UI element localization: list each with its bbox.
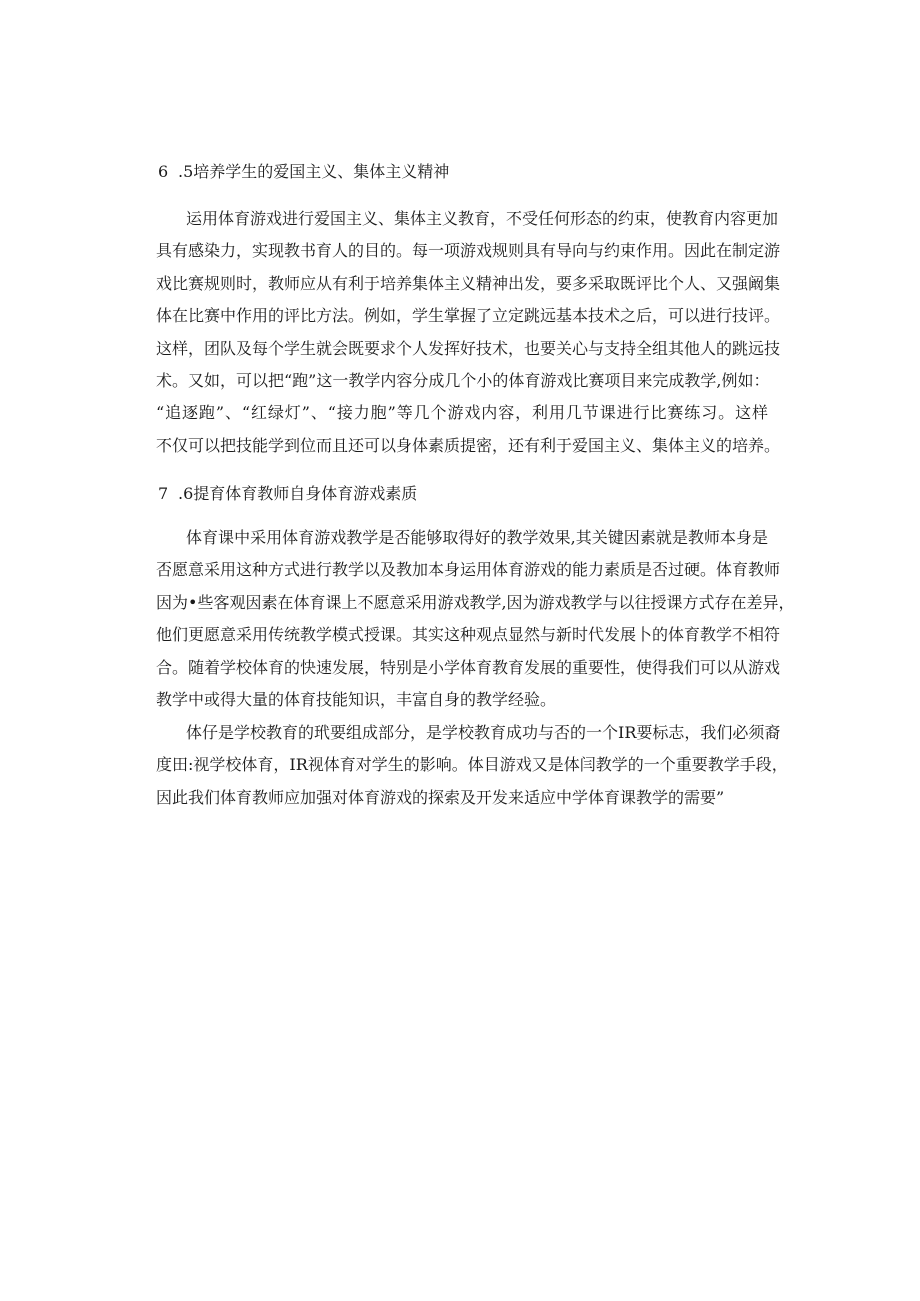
paragraph-line: 具有感染力，实现教书育人的目的。每一项游戏规则具有导向与约束作用。因此在制定游	[156, 241, 781, 261]
paragraph-line: 否愿意采用这种方式进行教学以及教加本身运用体育游戏的能力素质是否过硬。体育教师	[156, 560, 781, 580]
paragraph-line: 合。随着学校体育的快速发展，特别是小学体育教育发展的重要性，使得我们可以从游戏	[156, 657, 781, 677]
section-number: 7	[158, 484, 169, 503]
paragraph-line: 体仔是学校教育的玳要组成部分，是学校教育成功与否的一个IR要标志，我们必须裔	[186, 723, 781, 742]
paragraph-line: 运用体育游戏进行爱国主义、集体主义教育，不受任何形态的约束，使教育内容更加	[186, 209, 779, 228]
paragraph-line: 他们更愿意采用传统教学模式授课。其实这种观点显然与新时代发展卜的体育教学不相符	[156, 625, 781, 645]
paragraph-line: “追逐跑”、“红绿灯”、“接力胞”等几个游戏内容，利用几节课进行比赛练习。这样	[156, 403, 768, 423]
paragraph-line: 因此我们体育教师应加强对体育游戏的探索及开发来适应中学体育课教学的需要”	[156, 787, 725, 807]
section-heading-7-6	[158, 482, 417, 506]
paragraph-line: 戏比赛规则时，教师应从有利于培养集体主义精神出发，要多采取既评比个人、又强阚集	[156, 273, 781, 293]
section-7-6-paragraph-2	[156, 717, 788, 814]
paragraph-line: 体在比赛中作用的评比方法。例如，学生掌握了立定跳远基本技术之后，可以进行技评。	[156, 306, 781, 326]
section-7-6-paragraph-1	[156, 522, 795, 716]
paragraph-line: 体育课中采用体育游戏教学是否能够取得好的教学效果,其关键因素就是教师本身是	[186, 528, 768, 547]
paragraph-line: 因为•些客观因素在体育课上不愿意采用游戏教学,因为游戏教学与以往授课方式存在差异，	[156, 592, 795, 612]
section-title: .5培养学生的爱国主义、集体主义精神	[178, 162, 450, 181]
section-title: .6提育体育教师自身体育游戏素质	[178, 484, 418, 503]
section-heading-6-5	[158, 160, 449, 184]
paragraph-line: 术。又如，可以把“跑”这一教学内容分成几个小的体育游戏比赛项目来完成教学,例如：	[156, 370, 770, 390]
section-number: 6	[158, 162, 169, 181]
paragraph-line: 度田:视学校体育，IR视体育对学生的影响。体目游戏又是体闫教学的一个重要教学手段，	[156, 755, 788, 775]
paragraph-line: 这样，团队及每个学生就会既要求个人发挥好技术，也要关心与支持全组其他人的跳远技	[156, 338, 781, 358]
paragraph-line: 教学中或得大量的体育技能知识，丰富自身的教学经验。	[156, 689, 557, 709]
paragraph-line: 不仅可以把技能学到位而且还可以身体素质提密，还有利于爱国主义、集体主义的培养。	[156, 435, 781, 455]
section-6-5-paragraph	[156, 203, 781, 462]
